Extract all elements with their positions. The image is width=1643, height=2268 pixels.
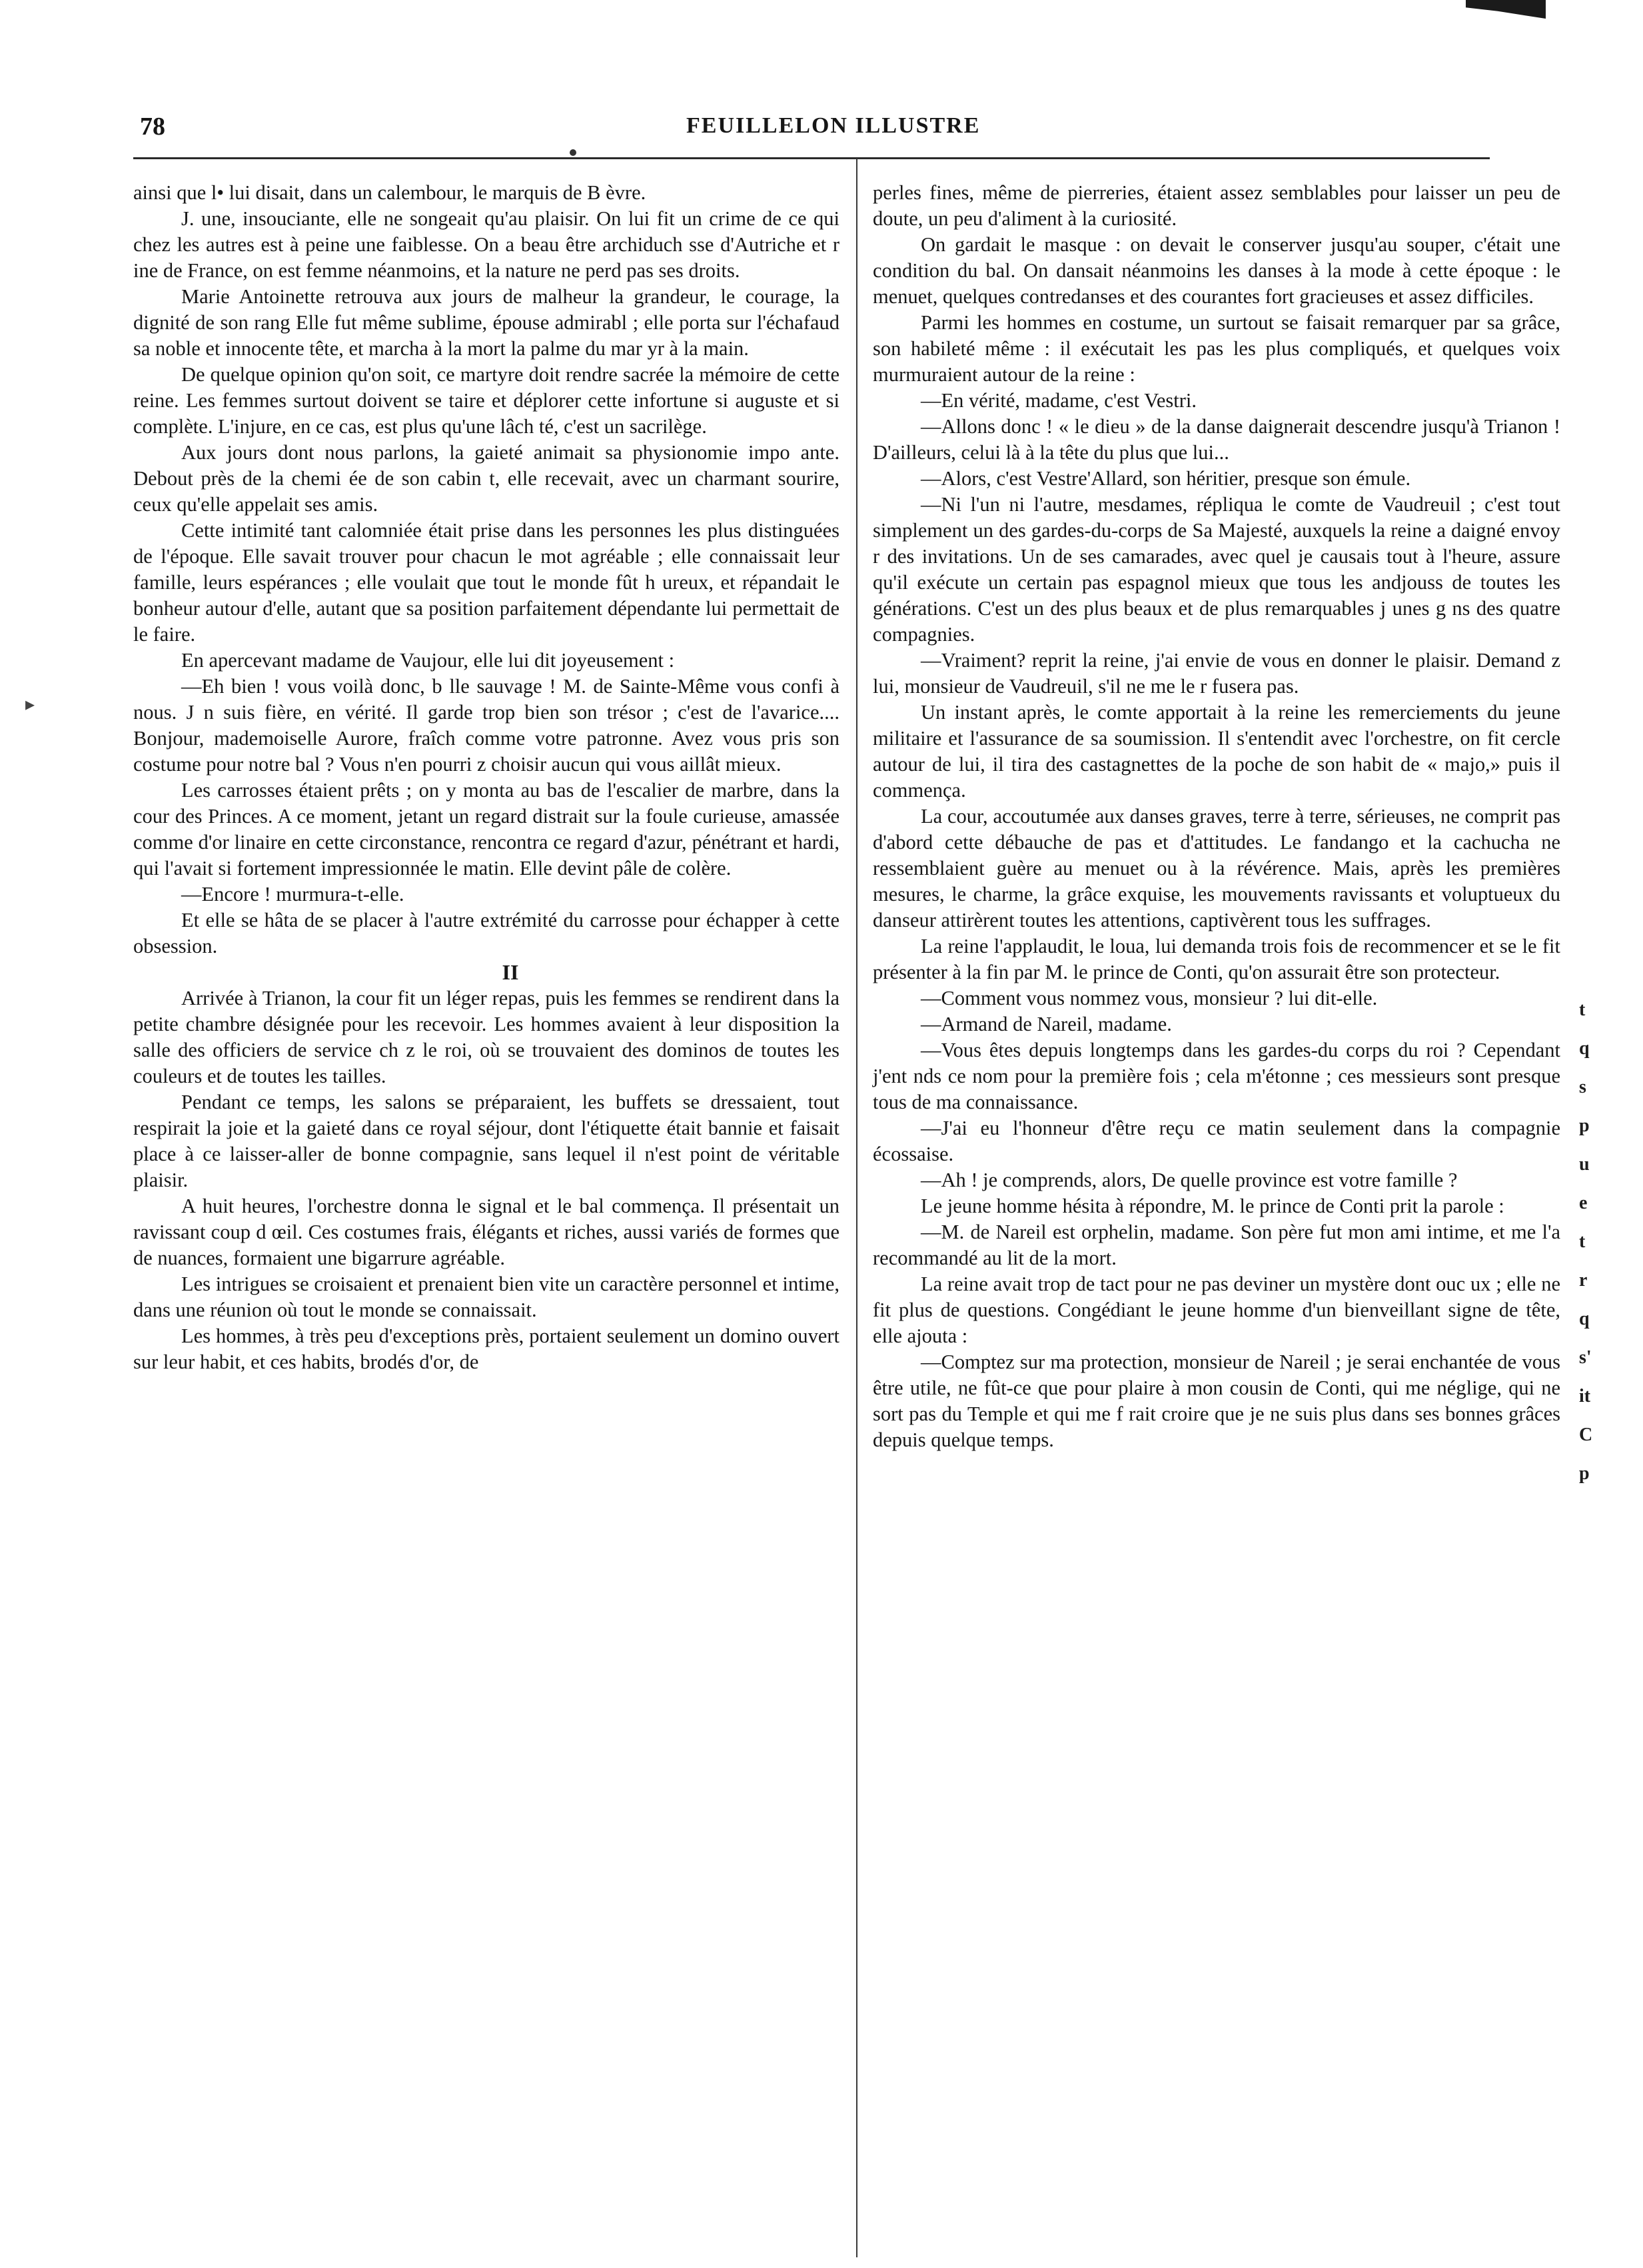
section-number: II (502, 960, 519, 984)
dialogue-paragraph: —Ni l'un ni l'autre, mesdames, répliqua le comte de Vaudreuil ; c'est tout simplement un des gardes-du-corps de Sa Majesté, auxquels la reine a daigné envoy r des invitations. Un de ses camarades, avec quel je causais tout à l'heure, assure qu'il exécute un certain pas espagnol mieux que tous les andjouss de toutes les générations. C'est un des plus beaux et de plus remarquables j unes g ns des quatre compagnies. (873, 493, 1560, 646)
header-ornament (570, 149, 576, 156)
scan-corner-mark (1466, 0, 1546, 19)
paragraph: La reine l'applaudit, le loua, lui demanda trois fois de recommencer et se le fit présenter à la fin par M. le prince de Conti, qu'on assurait être son protecteur. (873, 935, 1560, 983)
margin-letter: t (1579, 1231, 1586, 1252)
margin-letter: p (1579, 1463, 1590, 1484)
margin-letter: s (1579, 1077, 1586, 1097)
dialogue-paragraph: —Eh bien ! vous voilà donc, b lle sauvage ! M. de Sainte-Même vous confi à nous. J n suis fière, en vérité. Il garde trop bien son trésor ; c'est de l'avarice.... Bonjour, mademoiselle Aurore, fraîch comme votre patronne. Avez vous pris son costume pour notre bal ? Vous n'en pourri z choisir aucun qui vous aillât mieux. (133, 675, 839, 776)
paragraph: Les hommes, à très peu d'exceptions près, portaient seulement un domino ouvert sur leur habit, et ces habits, brodés d'or, de (133, 1325, 839, 1373)
margin-letter: u (1579, 1154, 1590, 1175)
paragraph: Parmi les hommes en costume, un surtout se faisait remarquer par sa grâce, son habileté même : il exécutait les pas les plus compliqués, et quelques voix murmuraient autour de la reine : (873, 311, 1560, 386)
margin-letter: t (1579, 999, 1586, 1020)
paragraph: perles fines, même de pierreries, étaient assez semblables pour laisser un peu de doute, un peu d'aliment à la curiosité. (873, 181, 1560, 230)
margin-letter: q (1579, 1309, 1590, 1329)
dialogue-paragraph: —Comptez sur ma protection, monsieur de Nareil ; je serai enchantée de vous être utile, ne fût-ce que pour plaire à mon cousin de Conti, qui me néglige, qui ne sort pas du Temple et qui me f rait croire que je ne suis plus dans ses bonnes grâces depuis quelque temps. (873, 1351, 1560, 1451)
paragraph: Le jeune homme hésita à répondre, M. le prince de Conti prit la parole : (921, 1195, 1504, 1217)
paragraph: Pendant ce temps, les salons se préparaient, les buffets se dressaient, tout respirait la joie et la gaieté dans ce royal séjour, dont l'étiquette était bannie et faisait place à ce laisser-aller de bonne compagnie, sans lequel il n'est point de véritable plaisir. (133, 1091, 839, 1191)
paragraph: J. une, insouciante, elle ne songeait qu'au plaisir. On lui fit un crime de ce qui chez les autres est à peine une faiblesse. On a beau être archiduch sse d'Autriche et r ine de France, on est femme néanmoins, et la nature ne perd pas ses droits. (133, 207, 839, 282)
page-header (133, 112, 1466, 152)
paragraph: On gardait le masque : on devait le conserver jusqu'au souper, c'était une condition du bal. On dansait néanmoins les danses à la mode à cette époque : le menuet, quelques contredanses et des courantes fort gracieuses et assez difficiles. (873, 233, 1560, 308)
margin-letter: p (1579, 1115, 1590, 1136)
margin-letter: C (1579, 1424, 1593, 1445)
paragraph: Arrivée à Trianon, la cour fit un léger repas, puis les femmes se rendirent dans la petite chambre désignée pour les recevoir. Les hommes avaient à leur disposition la salle des officiers de service ch z le roi, où se trouvaient des dominos de toutes les couleurs et de toutes les tailles. (133, 987, 839, 1087)
margin-letter: q (1579, 1038, 1590, 1059)
dialogue-paragraph: —Vraiment? reprit la reine, j'ai envie de vous en donner le plaisir. Demand z lui, monsieur de Vaudreuil, s'il ne me le r fusera pas. (873, 649, 1560, 698)
dialogue-paragraph: —Alors, c'est Vestre'Allard, son héritier, presque son émule. (921, 467, 1411, 490)
page-number: 78 (140, 113, 165, 141)
paragraph: La cour, accoutumée aux danses graves, terre à terre, sérieuses, ne comprit pas d'abord cette débauche de pas et d'attitudes. Le fandango et la cachucha ne ressemblaient guère au menuet ou à la révérence. Mais, après les premières mesures, le charme, la grâce exquise, les mouvements ravissants et voluptueux du danseur attirèrent toutes les attentions, captivèrent tous les suffrages. (873, 805, 1560, 931)
dialogue-paragraph: —Comment vous nommez vous, monsieur ? lui dit-elle. (921, 987, 1378, 1009)
margin-letter: s' (1579, 1347, 1592, 1368)
paragraph: De quelque opinion qu'on soit, ce martyre doit rendre sacrée la mémoire de cette reine. Les femmes surtout doivent se taire et déplorer cette infortune si auguste et si complète. L'injure, en ce cas, est plus qu'une lâch té, c'est un sacrilège. (133, 363, 839, 438)
dialogue-paragraph: —Allons donc ! « le dieu » de la danse daignerait descendre jusqu'à Trianon ! D'ailleurs, celui là à la tête du plus que lui... (873, 415, 1560, 464)
dialogue-paragraph: —Ah ! je comprends, alors, De quelle province est votre famille ? (921, 1169, 1458, 1191)
paragraph: A huit heures, l'orchestre donna le signal et le bal commença. Il présentait un ravissant coup d œil. Ces costumes frais, élégants et riches, aussi variés de formes que de nuances, formaient une bigarrure agréable. (133, 1195, 839, 1269)
left-column (133, 180, 839, 1375)
paragraph: Un instant après, le comte apportait à la reine les remerciements du jeune militaire et l'assurance de sa soumission. Il s'entendit avec l'orchestre, on fit cercle autour de lui, il tira des castagnettes de la poche de son habit de « majo,» puis il commença. (873, 701, 1560, 802)
dialogue-paragraph: —M. de Nareil est orphelin, madame. Son père fut mon ami intime, et me l'a recommandé au lit de la mort. (873, 1221, 1560, 1269)
column-divider (856, 159, 857, 2257)
dialogue-paragraph: —Vous êtes depuis longtemps dans les gardes-du corps du roi ? Cependant j'ent nds ce nom pour la première fois ; cela m'étonne ; ces messieurs sont presque tous de ma connaissance. (873, 1039, 1560, 1113)
paragraph: La reine avait trop de tact pour ne pas deviner un mystère dont ouc ux ; elle ne fit plus de questions. Congédiant le jeune homme d'un bienveillant signe de tête, elle ajouta : (873, 1273, 1560, 1347)
margin-letter: it (1579, 1386, 1591, 1407)
dialogue-paragraph: —J'ai eu l'honneur d'être reçu ce matin seulement dans la compagnie écossaise. (873, 1117, 1560, 1165)
margin-bleed-letters (1579, 999, 1626, 1502)
margin-letter: e (1579, 1193, 1588, 1213)
margin-letter: r (1579, 1270, 1588, 1291)
header-rule (133, 157, 1490, 159)
dialogue-paragraph: —Armand de Nareil, madame. (921, 1013, 1172, 1035)
paragraph: ainsi que l• lui disait, dans un calembour, le marquis de B èvre. (133, 181, 646, 204)
paragraph: Aux jours dont nous parlons, la gaieté animait sa physionomie impo ante. Debout près de la chemi ée de son cabin t, elle recevait, avec un charmant sourire, ceux qu'elle appelait ses amis. (133, 441, 839, 516)
paragraph: En apercevant madame de Vaujour, elle lui dit joyeusement : (181, 649, 675, 672)
margin-dash-mark: ▸ (25, 693, 35, 715)
paragraph: Cette intimité tant calomniée était prise dans les personnes les plus distinguées de l'époque. Elle savait trouver pour chacun le mot agréable ; elle connaissait leur famille, leurs espérances ; elle voulait que tout le monde fût h ureux, et répandait le bonheur autour d'elle, autant que sa position parfaitement dépendante lui permettait de le faire. (133, 519, 839, 646)
dialogue-paragraph: —Encore ! murmura-t-elle. (181, 883, 404, 905)
paragraph: Et elle se hâta de se placer à l'autre extrémité du carrosse pour échapper à cette obsession. (133, 909, 839, 957)
running-title: FEUILLELON ILLUSTRE (686, 113, 981, 138)
dialogue-paragraph: —En vérité, madame, c'est Vestri. (921, 389, 1197, 412)
paragraph: Les intrigues se croisaient et prenaient bien vite un caractère personnel et intime, dans une réunion où tout le monde se connaissait. (133, 1273, 839, 1321)
paragraph: Marie Antoinette retrouva aux jours de malheur la grandeur, le courage, la dignité de son rang Elle fut même sublime, épouse admirabl ; elle porta sur l'échafaud sa noble et innocente tête, et marcha à la mort la palme du mar yr à la main. (133, 285, 839, 360)
right-column (873, 180, 1560, 1453)
paragraph: Les carrosses étaient prêts ; on y monta au bas de l'escalier de marbre, dans la cour des Princes. A ce moment, jetant un regard distrait sur la foule curieuse, amassée comme d'or linaire en cette circonstance, rencontra ce regard d'azur, pénétrant et hardi, qui l'avait si fortement impressionnée le matin. Elle devint pâle de colère. (133, 779, 839, 879)
